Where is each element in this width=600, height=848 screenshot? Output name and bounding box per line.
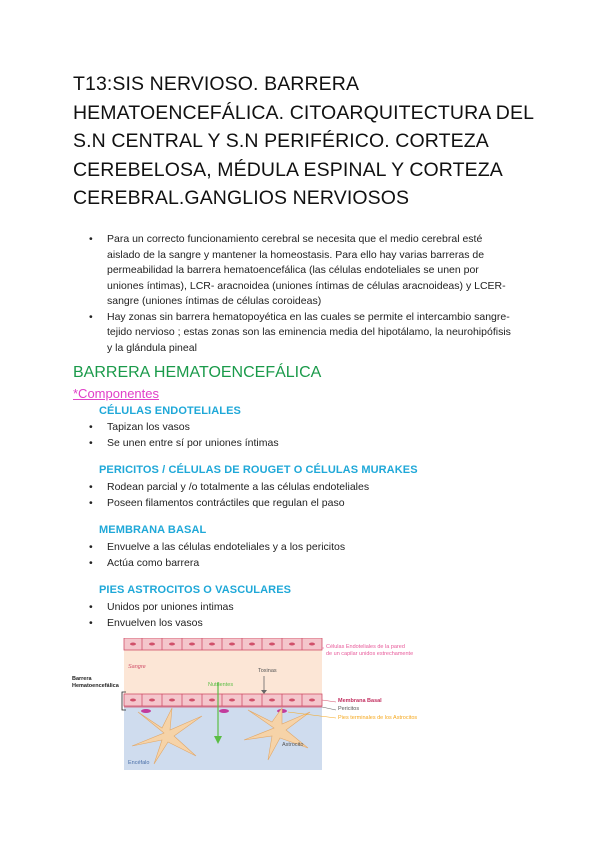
subsection-heading-endothelial: CÉLULAS ENDOTELIALES	[99, 405, 241, 417]
list-item: • Actúa como barrera	[73, 556, 513, 572]
page-title: T13:SIS NERVIOSO. BARRERA HEMATOENCEFÁLICA. CITOARQUITECTURA DEL S.N CENTRAL Y S.N PERIFÉRICO. CORTEZA CEREBELOSA, MÉDULA ESPINAL Y CORTEZA CEREBRAL.GANGLIOS NERVIOSOS	[73, 73, 534, 209]
list-item: • Unidos por uniones intimas	[73, 600, 513, 616]
subsection-heading-basal-membrane: MEMBRANA BASAL	[99, 524, 207, 536]
section-title: BARRERA HEMATOENCEFÁLICA	[73, 364, 322, 381]
pericytes-label: Pericitos	[338, 706, 360, 712]
blood-label: Sangre	[128, 664, 146, 670]
list-item: • Envuelve a las células endoteliales y a los pericitos	[73, 540, 513, 556]
subsection-list-endothelial	[73, 420, 513, 451]
astrocyte-label: Astrocito	[282, 742, 304, 748]
list-item: • Envuelven los vasos	[73, 616, 513, 632]
list-item: • Se unen entre sí por uniones íntimas	[73, 436, 513, 452]
list-item: • Poseen filamentos contráctiles que regulan el paso	[73, 496, 513, 512]
list-item: • Hay zonas sin barrera hematopoyética en las cuales se permite el intercambio sangre- tejido nervioso ; estas zonas son las eminencia media del hipotálamo, la neurohipófisis y la glándula pineal	[73, 310, 513, 357]
barrier-label-1: Barrera	[72, 676, 92, 682]
list-item: • Para un correcto funcionamiento cerebral se necesita que el medio cerebral esté aislado de la sangre y mantener la homeostasis. Para ello hay varias barreras de permeabilidad la barrera hematoencefálica (las células endoteliales se unen por uniones íntimas), LCR- aracnoidea (uniones íntimas de células aracnoideas) y LCER-sangre (uniones íntimas de células coroideas)	[73, 232, 513, 310]
barrier-label-2: Hematoencefálica	[72, 683, 119, 689]
subsection-list-basal-membrane	[73, 540, 513, 571]
endothelial-cells-label-2: de un capilar unidos estrechamente	[326, 651, 414, 657]
brain-region	[124, 698, 322, 770]
intro-list	[73, 232, 513, 356]
astrocyte-feet-label: Pies terminales de los Astrocitos	[338, 715, 418, 721]
nutrients-label: Nutrientes	[208, 682, 234, 688]
toxins-label: Toxinas	[258, 668, 277, 674]
bbb-diagram	[68, 638, 440, 770]
subsection-list-pericytes	[73, 480, 513, 511]
components-link[interactable]: *Componentes	[73, 386, 159, 401]
bbb-diagram-svg	[68, 638, 440, 770]
subsection-list-astrocyte-feet	[73, 600, 513, 631]
endothelial-cells-label-1: Células Endoteliales de la pared	[326, 644, 405, 650]
encephalon-label: Encéfalo	[128, 760, 150, 766]
subsection-heading-pericytes: PERICITOS / CÉLULAS DE ROUGET O CÉLULAS MURAKES	[99, 464, 418, 476]
list-item: • Rodean parcial y /o totalmente a las células endoteliales	[73, 480, 513, 496]
subsection-heading-astrocyte-feet: PIES ASTROCITOS O VASCULARES	[99, 584, 292, 596]
list-item: • Tapizan los vasos	[73, 420, 513, 436]
basal-membrane-label: Membrana Basal	[338, 698, 382, 704]
